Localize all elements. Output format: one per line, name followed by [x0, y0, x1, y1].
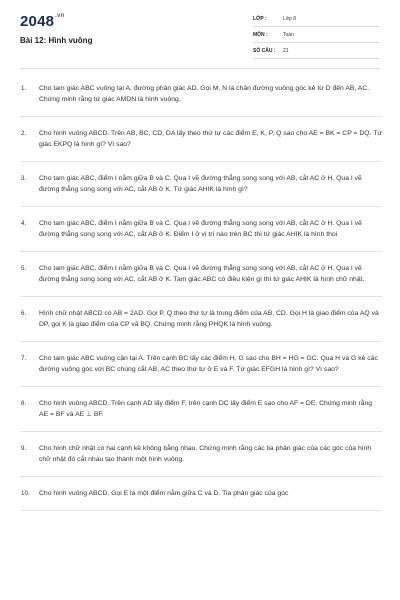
question-text: Cho tam giác ABC, điểm I nằm giữa B và C. Qua I vẽ đường thẳng song song với AB, cắt AC ở H. Qua I vẽ đường thẳng song song với AC, cắt AB ở K. Tứ giác AHIK là hình gì?	[39, 175, 362, 193]
question-text: Cho hình chữ nhật có hai cạnh kề không bằng nhau. Chứng minh rằng các tia phân giác của các góc của hình chữ nhật đó cắt nhau tạo thành một hình vuông.	[39, 445, 372, 463]
question-text: Cho tam giác ABC vuông cân tại A. Trên cạnh BC lấy các điểm H, G sao cho BH = HG = GC. Qua H và G kẻ các đường vuông góc với BC chúng cắt AB, AC theo thứ tự ở E và F. Tứ giác EFGH là hình gì? Vì sao?	[39, 355, 378, 373]
question-item	[20, 252, 382, 297]
meta-value: Toán	[283, 32, 294, 38]
question-number: 5.	[21, 265, 27, 272]
question-item	[20, 432, 382, 477]
worksheet-header	[0, 0, 400, 68]
question-number: 4.	[21, 220, 27, 227]
question-item	[20, 207, 382, 252]
question-item	[20, 387, 382, 432]
question-item	[20, 72, 382, 117]
logo-text: 2048	[20, 13, 55, 30]
logo-suffix: .vn	[55, 13, 65, 19]
meta-label: SỐ CÂU :	[253, 48, 276, 54]
question-number: 8.	[21, 400, 27, 407]
question-number: 10.	[21, 490, 30, 497]
question-number: 9.	[21, 445, 27, 452]
question-number: 6.	[21, 310, 27, 317]
meta-value: 21	[283, 48, 289, 54]
meta-row-subject	[253, 28, 380, 43]
question-text: Cho hình vuông ABCD. Gọi E là một điểm nằm giữa C và D. Tia phân giác của góc	[39, 490, 289, 497]
question-item	[20, 162, 382, 207]
meta-table	[253, 12, 380, 60]
question-text: Cho tam giác ABC, điểm I nằm giữa B và C. Qua I vẽ đường thẳng song song với AB, cắt AC ở H. Qua I vẽ đường thẳng song song với AC, cắt AB ở K. Tam giác ABC có điều kiện gì thì tứ giác AHIK là hình chữ nhật.	[39, 265, 365, 283]
question-number: 7.	[21, 355, 27, 362]
question-text: Cho tam giác ABC vuông tại A, đường phân giác AD. Gọi M, N là chân đường vuông góc kẻ từ D đến AB, AC. Chứng minh rằng tứ giác AMDN là hình vuông.	[39, 85, 370, 103]
question-text: Cho tam giác ABC, điểm I nằm giữa B và C. Qua I vẽ đường thẳng song song với AB, cắt AC ở H. Qua I vẽ đường thẳng song song với AC, cắt AB ở K. Điểm I ở vị trí nào trên BC thì tứ giác AHIK là hình thoi	[39, 220, 362, 238]
question-number: 2.	[21, 130, 27, 137]
question-number: 1.	[21, 85, 27, 92]
question-item	[20, 342, 382, 387]
question-text: Cho hình vuông ABCD. Trên cạnh AD lấy điểm F, trên cạnh DC lấy điểm E sao cho AF = DE. Chứng minh rằng AE = BF và AE ⊥ BF.	[39, 400, 373, 418]
meta-value: Lớp 8	[283, 16, 297, 22]
question-item	[20, 297, 382, 342]
question-list	[20, 72, 382, 511]
question-text: Hình chữ nhật ABCD có AB = 2AD. Gọi P, Q theo thứ tự là trung điểm của AB, CD. Gọi H là giao điểm của AQ và DP, gọi K là giao điểm của CP và BQ. Chứng minh rằng PHQK là hình vuông.	[39, 310, 379, 328]
question-number: 3.	[21, 175, 27, 182]
meta-label: LỚP :	[253, 16, 267, 22]
meta-row-count	[253, 44, 380, 59]
site-logo[interactable]	[20, 13, 64, 30]
header-divider	[20, 68, 380, 69]
question-text: Cho hình vuông ABCD. Trên AB, BC, CD, DA lấy theo thứ tự các điểm E, K, P, Q sao cho AE = BK = CP = DQ. Tứ giác EKPQ là hình gì? Vì sao?	[39, 130, 382, 148]
meta-row-class	[253, 12, 380, 27]
question-item	[20, 477, 382, 511]
page-title: Bài 12: Hình vuông	[20, 36, 93, 45]
meta-label: MÔN :	[253, 32, 268, 38]
question-item	[20, 117, 382, 162]
